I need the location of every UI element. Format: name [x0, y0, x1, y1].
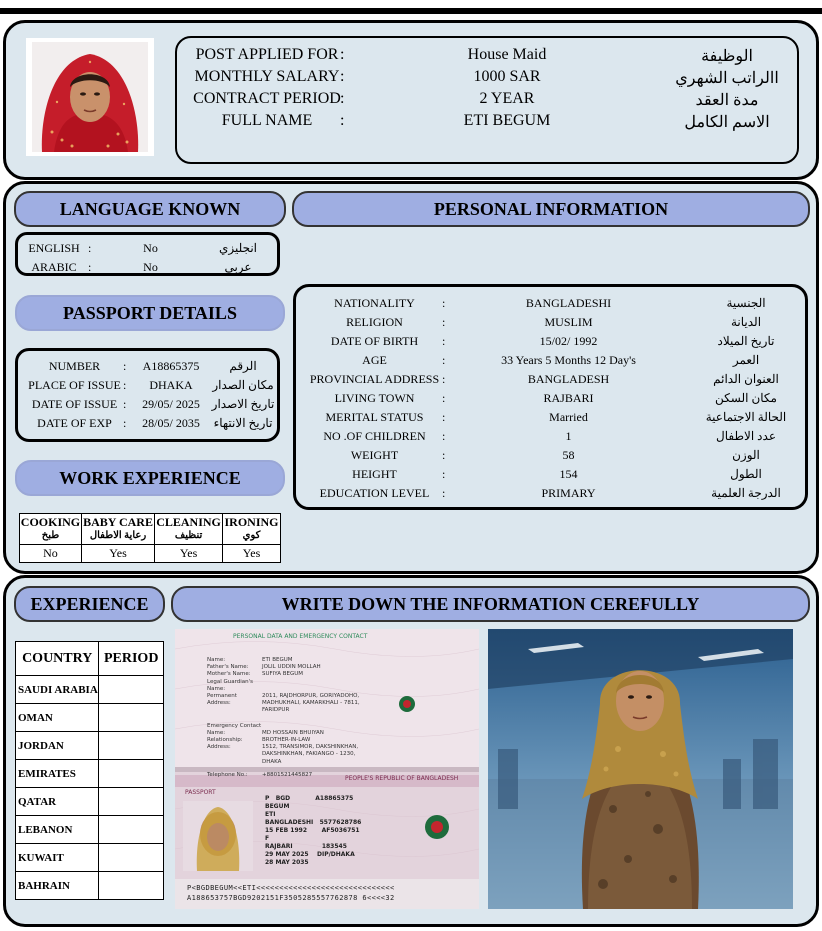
- personal-row: [296, 372, 806, 391]
- colon: :: [123, 416, 127, 430]
- colon: :: [123, 397, 127, 411]
- colon: :: [340, 46, 345, 63]
- language-title: LANGUAGE KNOWN: [14, 191, 286, 227]
- personal-value: 58: [562, 448, 575, 462]
- passport-label: PLACE OF ISSUE: [28, 378, 121, 392]
- passport-arabic: تاريخ الانتهاء: [213, 416, 273, 430]
- personal-value: BANGLADESH: [527, 372, 610, 386]
- personal-arabic: العنوان الدائم: [713, 372, 779, 386]
- language-label: ARABIC: [31, 260, 77, 274]
- period-cell: [99, 732, 164, 760]
- post-label: POST APPLIED FOR: [195, 46, 339, 63]
- colon: :: [123, 378, 127, 392]
- passport-arabic: مكان الصدار: [212, 378, 274, 392]
- work-cell: Yes: [223, 545, 281, 563]
- colon: :: [340, 90, 345, 107]
- personal-row: [296, 334, 806, 353]
- period-cell: [99, 816, 164, 844]
- contract-label: CONTRACT PERIOD: [193, 90, 341, 107]
- personal-arabic: عدد الاطفال: [716, 429, 776, 443]
- personal-info-box: [293, 284, 808, 510]
- personal-row: [296, 296, 806, 315]
- personal-label: PROVINCIAL ADDRESS: [309, 372, 440, 386]
- colon: :: [123, 359, 127, 373]
- country-header: COUNTRY: [16, 642, 99, 676]
- experience-title: EXPERIENCE: [14, 586, 165, 622]
- period-cell: [99, 676, 164, 704]
- personal-arabic: العمر: [732, 353, 760, 367]
- work-col-header: IRONING كوي: [223, 514, 281, 545]
- personal-arabic: الديانة: [730, 315, 762, 329]
- period-cell: [99, 872, 164, 900]
- scan-emergency-title: PERSONAL DATA AND EMERGENCY CONTACT: [233, 633, 368, 640]
- scan-data-block: P BGD A18865375 BEGUM ETI BANGLADESHI 5577628786 15 FEB 1992 AF5036751 F RAJBARI 183545 29 MAY 2025 DIP/DHAKA 28 MAY 2035: [265, 795, 362, 866]
- colon: :: [442, 334, 446, 348]
- passport-label: NUMBER: [48, 359, 101, 373]
- colon: :: [88, 260, 92, 274]
- personal-label: LIVING TOWN: [334, 391, 415, 405]
- work-col-header: COOKING طبخ: [20, 514, 82, 545]
- personal-arabic: الطول: [730, 467, 762, 481]
- country-cell: QATAR: [16, 788, 99, 816]
- period-header: PERIOD: [99, 642, 164, 676]
- colon: :: [442, 467, 446, 481]
- passport-value: A18865375: [142, 359, 200, 373]
- personal-row: [296, 315, 806, 334]
- passport-scan-image: [175, 629, 479, 909]
- contract-value: 2 YEAR: [479, 90, 535, 107]
- personal-value: 1: [565, 429, 572, 443]
- personal-label: HEIGHT: [352, 467, 397, 481]
- personal-arabic: الوزن: [732, 448, 760, 462]
- country-cell: EMIRATES: [16, 760, 99, 788]
- post-arabic: الوظيفة: [701, 48, 753, 65]
- passport-row: [18, 416, 280, 434]
- scan-fields: Name: ETI BEGUM Father's Name: JOLIL UDDIN MOLLAH Mother's Name: SUFIYA BEGUM Legal Guardian's Name: Permanent Address: 2011, RAJDHORPUR, GORIYADOHO, MADHUKHALI, KAMARKHALI - 7811, FARIDPUR Emergency Contact Name: MD HOSSAIN BHUIYAN Relationship: BROTHER-IN-LAW Address: 1512, TRANSIMOR, DAKSHINKHAN, DAKSHINKHAN, FAKIANGO - 1230, DHAKA Telephone No.: +8801521445827: [207, 657, 360, 778]
- passport-value: 28/05/ 2035: [142, 416, 200, 430]
- personal-value: BANGLADESHI: [525, 296, 612, 310]
- passport-label: DATE OF EXP: [37, 416, 112, 430]
- colon: :: [442, 353, 446, 367]
- personal-row: [296, 353, 806, 372]
- passport-label: DATE OF ISSUE: [31, 397, 118, 411]
- country-cell: BAHRAIN: [16, 872, 99, 900]
- full-body-photo: [488, 629, 793, 909]
- passport-row: [18, 397, 280, 415]
- colon: :: [88, 241, 92, 255]
- country-cell: KUWAIT: [16, 844, 99, 872]
- language-value: No: [143, 241, 158, 255]
- passport-box: [15, 348, 280, 442]
- name-value: ETI BEGUM: [463, 112, 551, 129]
- work-col-header: CLEANING تنظيف: [155, 514, 223, 545]
- passport-value: 29/05/ 2025: [142, 397, 200, 411]
- colon: :: [442, 448, 446, 462]
- salary-value: 1000 SAR: [473, 68, 541, 85]
- colon: :: [442, 391, 446, 405]
- salary-arabic: االراتب الشهري: [675, 70, 779, 87]
- period-cell: [99, 844, 164, 872]
- language-label: ENGLISH: [28, 241, 80, 255]
- colon: :: [442, 296, 446, 310]
- colon: :: [442, 315, 446, 329]
- personal-row: [296, 391, 806, 410]
- name-row: [177, 112, 797, 134]
- salary-row: [177, 68, 797, 90]
- personal-arabic: مكان السكن: [715, 391, 777, 405]
- country-cell: OMAN: [16, 704, 99, 732]
- personal-label: RELIGION: [346, 315, 403, 329]
- passport-row: [18, 359, 280, 377]
- personal-row: [296, 467, 806, 486]
- passport-row: [18, 378, 280, 396]
- personal-arabic: تاريخ الميلاد: [717, 334, 775, 348]
- personal-row: [296, 410, 806, 429]
- passport-arabic: الرقم: [229, 359, 257, 373]
- work-cell: Yes: [81, 545, 154, 563]
- personal-label: DATE OF BIRTH: [330, 334, 419, 348]
- top-rule: [0, 8, 822, 14]
- work-title: WORK EXPERIENCE: [15, 460, 285, 496]
- language-row: [18, 241, 280, 259]
- scan-country-header: PEOPLE'S REPUBLIC OF BANGLADESH: [345, 775, 459, 782]
- language-arabic: عربي: [224, 260, 252, 274]
- colon: :: [340, 68, 345, 85]
- name-arabic: الاسم الكامل: [684, 114, 770, 131]
- language-box: [15, 232, 280, 276]
- colon: :: [340, 112, 345, 129]
- scan-passport-word: PASSPORT: [185, 789, 216, 796]
- country-cell: LEBANON: [16, 816, 99, 844]
- applicant-photo: [26, 38, 154, 156]
- language-arabic: انجليزي: [218, 241, 258, 255]
- country-cell: SAUDI ARABIA: [16, 676, 99, 704]
- contract-arabic: مدة العقد: [695, 92, 759, 109]
- personal-value: MUSLIM: [544, 315, 593, 329]
- language-row: [18, 260, 280, 278]
- personal-label: MERITAL STATUS: [325, 410, 424, 424]
- personal-value: 154: [559, 467, 578, 481]
- experience-table: [15, 641, 164, 900]
- personal-value: 33 Years 5 Months 12 Day's: [501, 353, 636, 367]
- period-cell: [99, 704, 164, 732]
- post-row: [177, 46, 797, 68]
- personal-label: EDUCATION LEVEL: [319, 486, 430, 500]
- period-cell: [99, 788, 164, 816]
- personal-label: NO .OF CHILDREN: [323, 429, 426, 443]
- personal-label: AGE: [362, 353, 387, 367]
- passport-value: DHAKA: [149, 378, 193, 392]
- personal-row: [296, 429, 806, 448]
- period-cell: [99, 760, 164, 788]
- colon: :: [442, 410, 446, 424]
- personal-value: Married: [549, 410, 588, 424]
- work-cell: Yes: [155, 545, 223, 563]
- post-value: House Maid: [467, 46, 547, 63]
- personal-arabic: الحالة الاجتماعية: [705, 410, 787, 424]
- country-cell: JORDAN: [16, 732, 99, 760]
- salary-label: MONTHLY SALARY: [194, 68, 340, 85]
- personal-row: [296, 448, 806, 467]
- notice-title: WRITE DOWN THE INFORMATION CEREFULLY: [171, 586, 810, 622]
- personal-title: PERSONAL INFORMATION: [292, 191, 810, 227]
- contract-row: [177, 90, 797, 112]
- personal-value: PRIMARY: [541, 486, 596, 500]
- personal-value: RAJBARI: [543, 391, 594, 405]
- personal-label: WEIGHT: [350, 448, 399, 462]
- name-label: FULL NAME: [221, 112, 313, 129]
- language-value: No: [143, 260, 158, 274]
- colon: :: [442, 486, 446, 500]
- colon: :: [442, 429, 446, 443]
- personal-label: NATIONALITY: [334, 296, 415, 310]
- scan-mrz: P<BGDBEGUM<<ETI<<<<<<<<<<<<<<<<<<<<<<<<<<<<<< A188653757BGD9202151F3505285557762878 6<<<<32: [187, 884, 395, 902]
- colon: :: [442, 372, 446, 386]
- personal-arabic: الجنسية: [726, 296, 766, 310]
- passport-title: PASSPORT DETAILS: [15, 295, 285, 331]
- work-experience-table: [19, 513, 281, 563]
- work-cell: No: [20, 545, 82, 563]
- personal-row: [296, 486, 806, 505]
- passport-arabic: تاريخ الاصدار: [211, 397, 275, 411]
- job-summary-box: [175, 36, 799, 164]
- work-col-header: BABY CARE رعاية الاطفال: [81, 514, 154, 545]
- personal-value: 15/02/ 1992: [539, 334, 598, 348]
- personal-arabic: الدرجة العلمية: [711, 486, 781, 500]
